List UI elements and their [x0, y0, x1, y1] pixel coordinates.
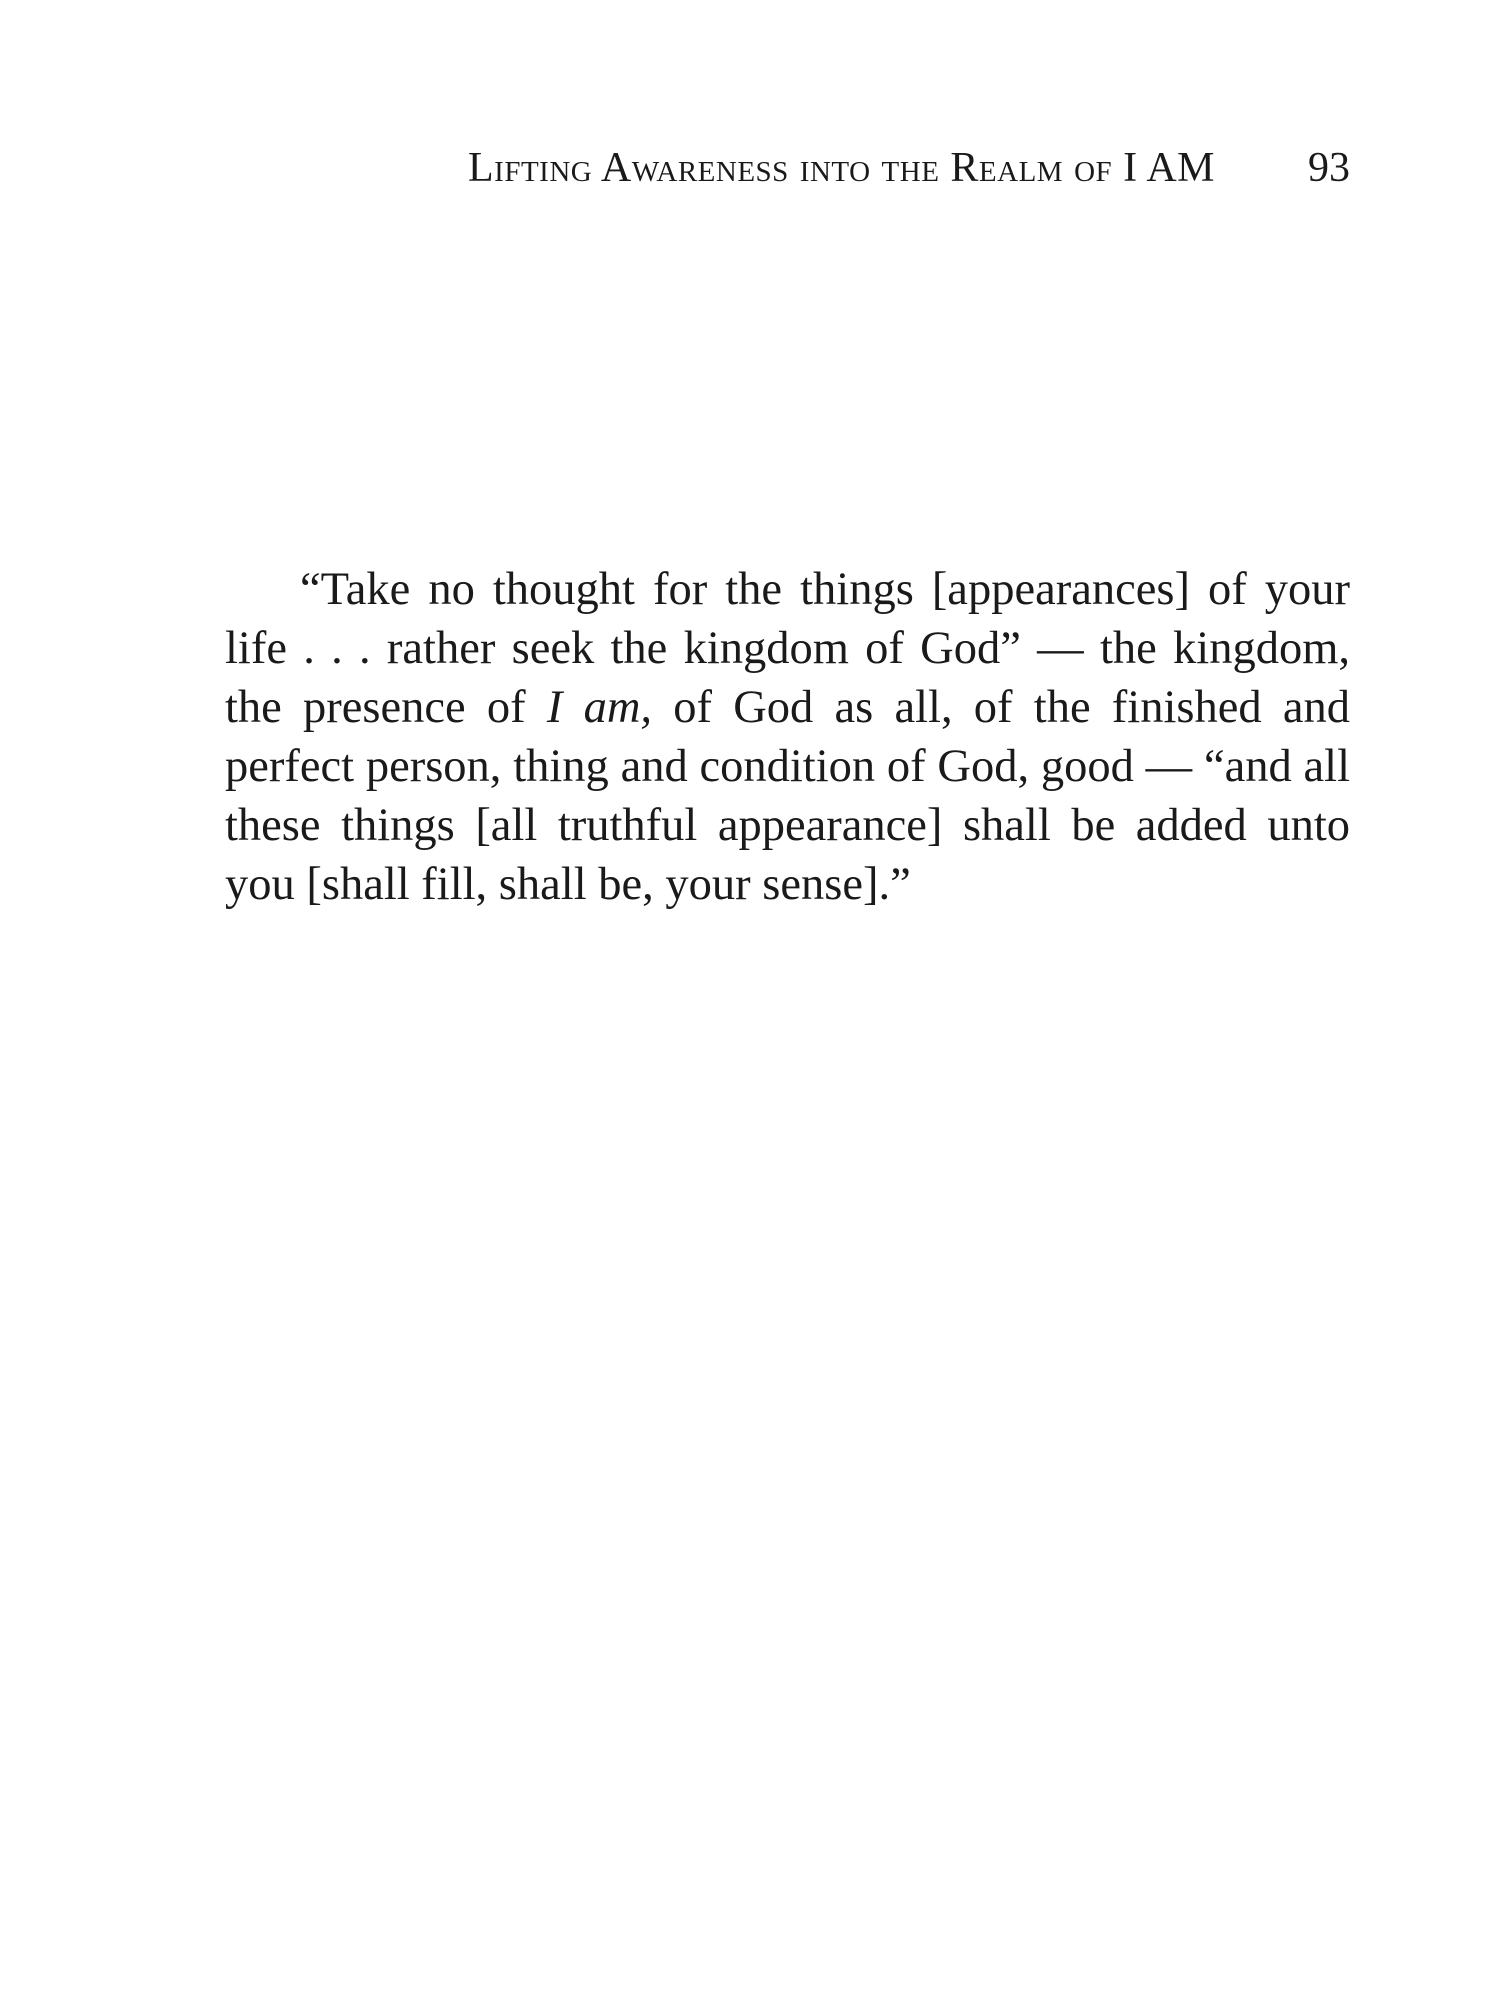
paragraph-italic-phrase: I am, [546, 682, 653, 733]
paragraph-text-part1: “Take no thought for the things [appearances] of your life . . . rather seek the kingdom of God” — the kingdom, the presence of [225, 564, 1350, 733]
paragraph [225, 560, 1350, 914]
running-head [225, 138, 1350, 198]
page-number: 93 [1308, 145, 1350, 191]
body-text [225, 560, 1350, 914]
paragraph-text-part2: of God as all, of the finished and perfect person, thing and condition of God, good — “and all these things [all truthful appearance] shall be added unto you [shall fill, shall be, your sense].” [225, 682, 1350, 910]
running-title: Lifting Awareness into the Realm of I AM [468, 145, 1215, 191]
